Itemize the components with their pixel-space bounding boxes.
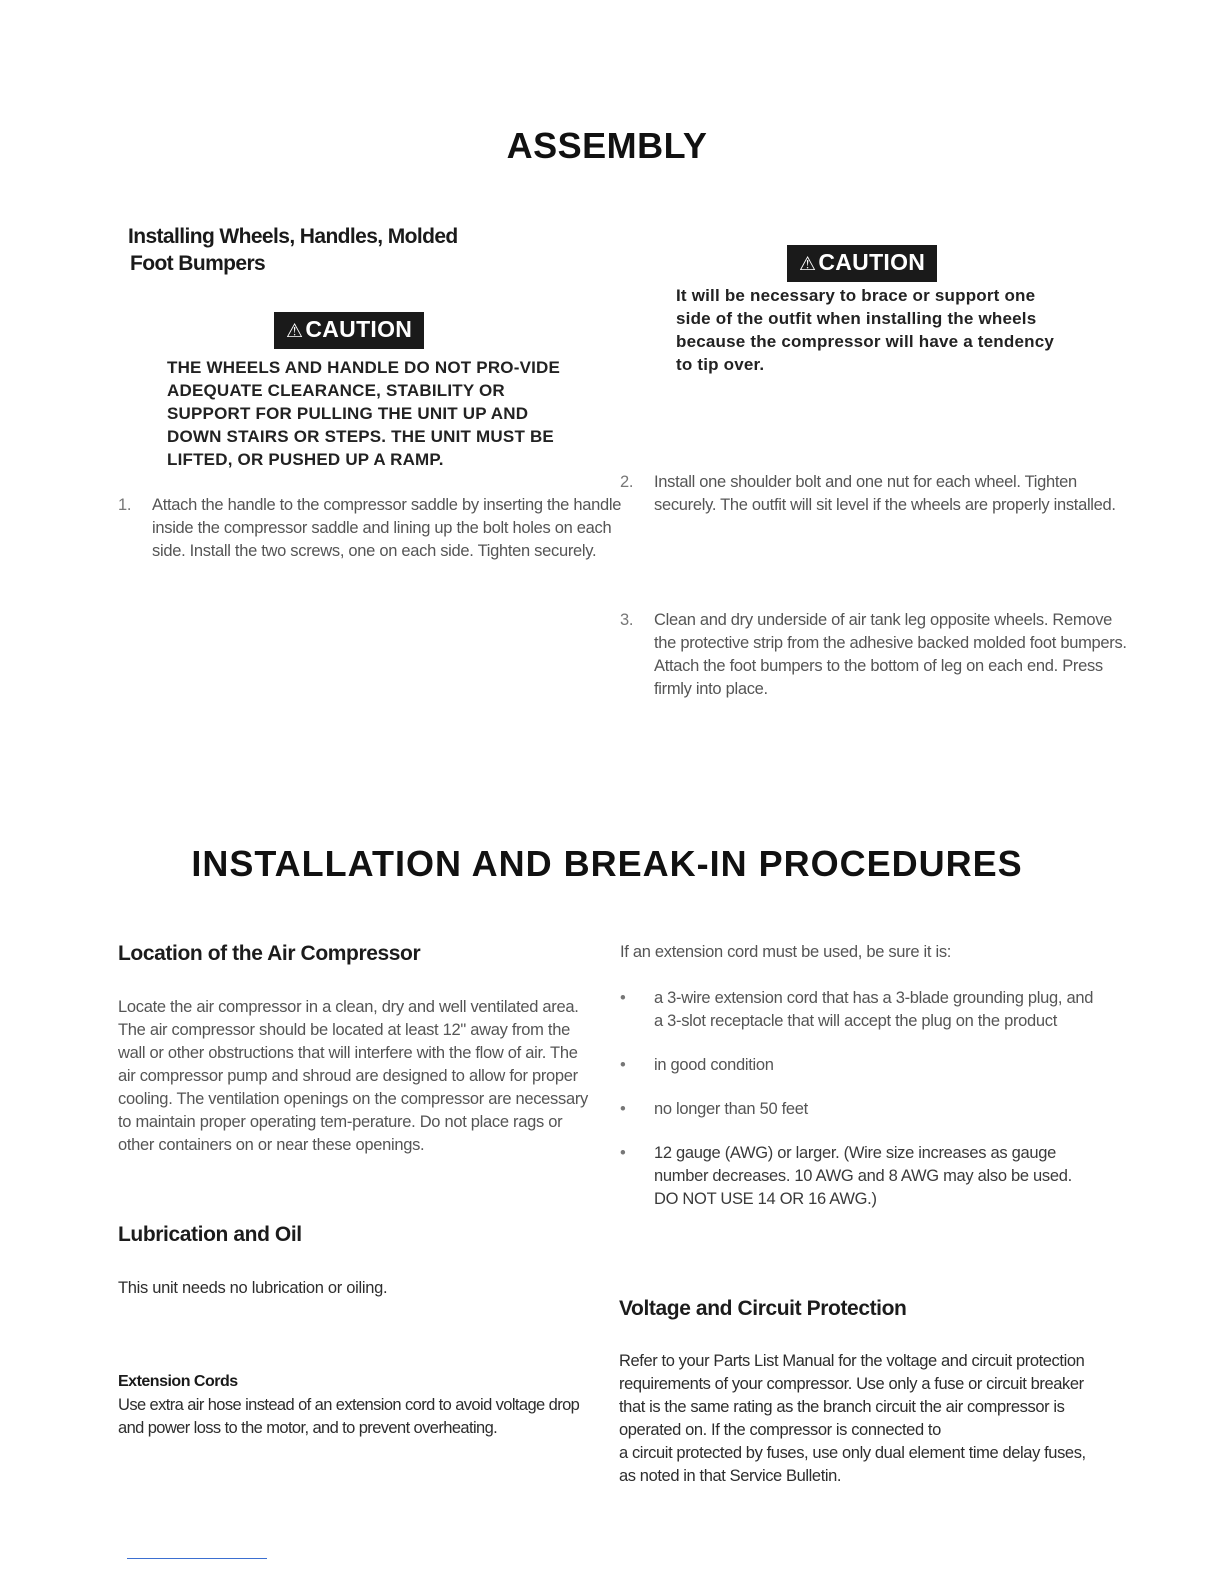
assembly-subtitle-line2: Foot Bumpers bbox=[130, 252, 266, 275]
bullet-text: no longer than 50 feet bbox=[654, 1100, 808, 1118]
lubrication-text: This unit needs no lubrication or oiling. bbox=[118, 1279, 388, 1297]
assembly-title: ASSEMBLY bbox=[506, 125, 708, 166]
installation-title: INSTALLATION AND BREAK-IN PROCEDURES bbox=[191, 843, 1023, 884]
link-underline bbox=[127, 1558, 267, 1559]
step-number: 2. bbox=[620, 473, 634, 491]
caution-label: CAUTION bbox=[818, 249, 926, 275]
step-text: Clean and dry underside of air tank leg opposite wheels. Remove the protective strip from the adhesive backed molded foot bumpers. Attach the foot bumpers to the bottom of leg on each end. Press firmly into place. bbox=[654, 611, 1127, 698]
voltage-heading: Voltage and Circuit Protection bbox=[619, 1297, 907, 1320]
caution-text-right: It will be necessary to brace or support one side of the outfit when installing the wheels because the compressor will have a tendency to tip over. bbox=[676, 286, 1055, 374]
list-item bbox=[620, 1142, 1098, 1211]
bullet-text: 12 gauge (AWG) or larger. (Wire size increases as gauge number decreases. 10 AWG and 8 AWG may also be used. DO NOT USE 14 OR 16 AWG.) bbox=[654, 1144, 1072, 1208]
assembly-step-1 bbox=[118, 494, 634, 563]
step-text: Install one shoulder bolt and one nut for each wheel. Tighten securely. The outfit will sit level if the wheels are properly installed. bbox=[654, 473, 1116, 514]
assembly-subtitle-line1: Installing Wheels, Handles, Molded bbox=[128, 225, 458, 248]
list-item bbox=[620, 1098, 1098, 1121]
voltage-text-1: Refer to your Parts List Manual for the voltage and circuit protection requirements of your compressor. Use only a fuse or circuit breaker that is the same rating as the branch circuit the air compressor is operated on. If the compressor is connected to bbox=[619, 1352, 1085, 1439]
bullet-text: in good condition bbox=[654, 1056, 774, 1074]
location-text: Locate the air compressor in a clean, dry and well ventilated area. The air compressor should be located at least 12" away from the wall or other obstructions that will interfere with the flow of air. The air compressor pump and shroud are designed to allow for proper cooling. The ventilation openings on the compressor are necessary to maintain proper operating tem-perature. Do not place rags or other containers on or near these openings. bbox=[118, 998, 588, 1154]
caution-label: CAUTION bbox=[305, 316, 413, 342]
warning-triangle-icon: ⚠ bbox=[799, 254, 817, 275]
caution-text-left: THE WHEELS AND HANDLE DO NOT PRO-VIDE ADEQUATE CLEARANCE, STABILITY OR SUPPORT FOR PULLING THE UNIT UP AND DOWN STAIRS OR STEPS. THE UNIT MUST BE LIFTED, OR PUSHED UP A RAMP. bbox=[167, 358, 561, 469]
extension-text: Use extra air hose instead of an extension cord to avoid voltage drop and power loss to the motor, and to prevent overheating. bbox=[118, 1396, 580, 1437]
assembly-step-2 bbox=[620, 471, 1132, 517]
step-text: Attach the handle to the compressor saddle by inserting the handle inside the compressor saddle and lining up the bolt holes on each side. Install the two screws, one on each side. Tighten securely. bbox=[152, 496, 622, 560]
bullet-icon: • bbox=[620, 1144, 626, 1162]
assembly-step-3 bbox=[620, 609, 1132, 701]
assembly-subtitle bbox=[128, 223, 528, 277]
step-number: 3. bbox=[620, 611, 634, 629]
step-number: 1. bbox=[118, 496, 132, 514]
extension-intro: If an extension cord must be used, be sure it is: bbox=[620, 943, 952, 961]
lubrication-heading: Lubrication and Oil bbox=[118, 1223, 302, 1246]
location-heading: Location of the Air Compressor bbox=[118, 942, 421, 965]
extension-bullet-list bbox=[620, 987, 1098, 1232]
list-item bbox=[620, 1054, 1098, 1077]
list-item bbox=[620, 987, 1098, 1033]
bullet-text: a 3-wire extension cord that has a 3-blade grounding plug, and a 3-slot receptacle that will accept the plug on the product bbox=[654, 989, 1094, 1030]
bullet-icon: • bbox=[620, 1056, 626, 1074]
voltage-text bbox=[619, 1350, 1099, 1488]
extension-heading: Extension Cords bbox=[118, 1373, 238, 1390]
warning-triangle-icon: ⚠ bbox=[286, 321, 304, 342]
bullet-icon: • bbox=[620, 1100, 626, 1118]
voltage-text-2: a circuit protected by fuses, use only dual element time delay fuses, as noted in that Service Bulletin. bbox=[619, 1444, 1086, 1485]
caution-badge-left bbox=[274, 312, 424, 349]
bullet-icon: • bbox=[620, 989, 626, 1007]
caution-badge-right bbox=[787, 245, 937, 282]
